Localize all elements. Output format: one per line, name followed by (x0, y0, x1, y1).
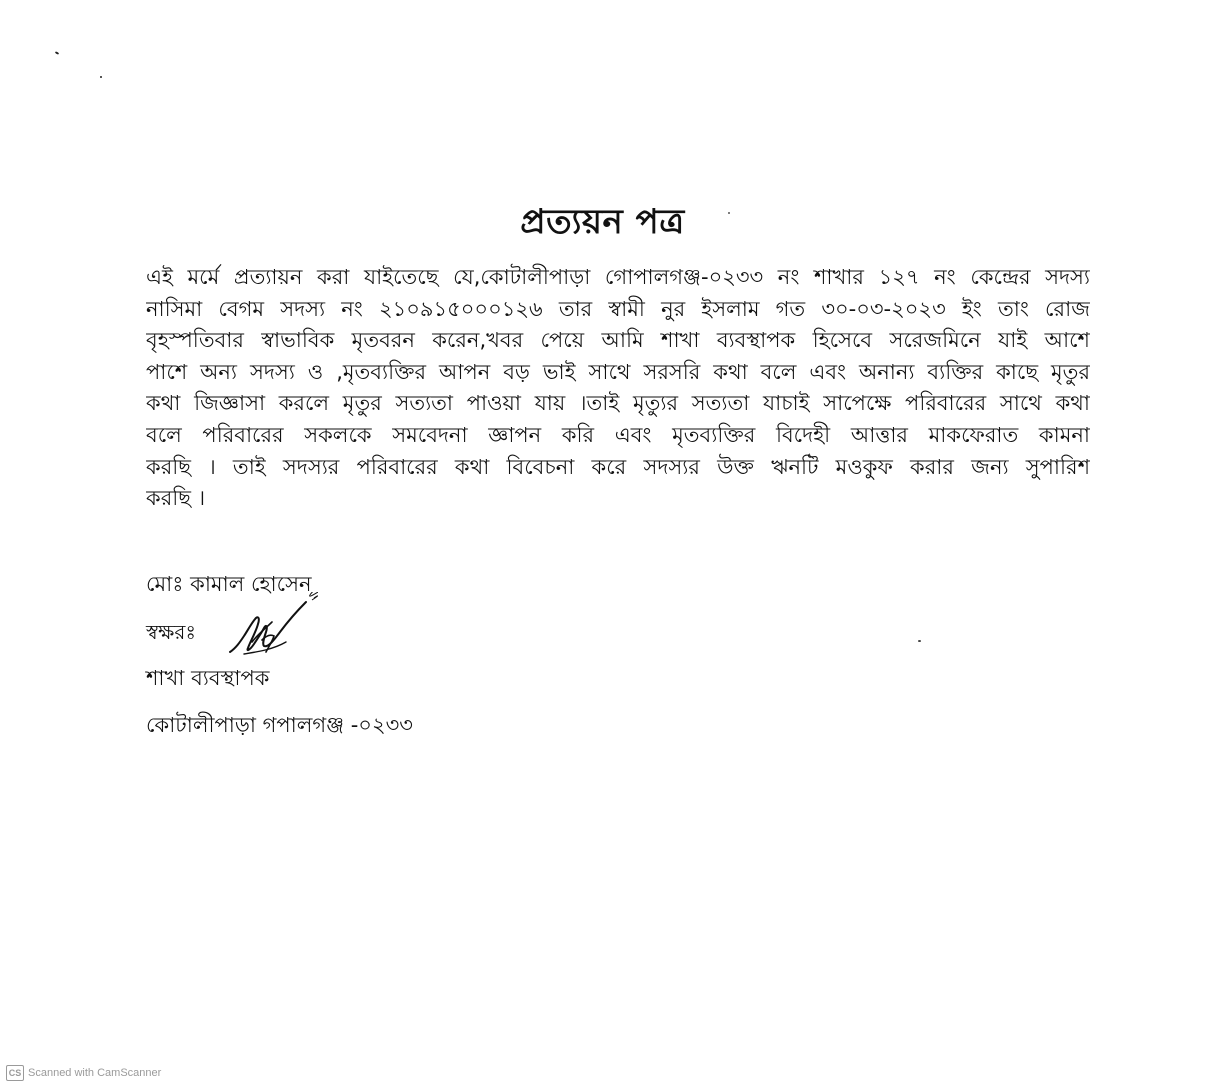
document-title: প্রত্যয়ন পত্র (520, 202, 685, 242)
body-line: বৃহস্পতিবার স্বাভাবিক মৃতবরন করেন,খবর পেয়ে আমি শাখা ব্যবস্থাপক হিসেবে সরেজমিনে যাই আশে (146, 328, 1090, 353)
body-line: কথা জিজ্ঞাসা করলে মৃতুর সত্যতা পাওয়া যায় ।তাই মৃত্যুর সত্যতা যাচাই সাপেক্ষে পরিবারের সাথে কথা (146, 391, 1090, 416)
body-line: নাসিমা বেগম সদস্য নং ২১০৯১৫০০০১২৬ তার স্বামী নুর ইসলাম গত ৩০-০৩-২০২৩ ইং তাং রোজ (146, 296, 1090, 321)
watermark-text: Scanned with CamScanner (28, 1067, 162, 1079)
camscanner-logo-icon: CS (6, 1065, 24, 1081)
body-line: করছি । তাই সদস্যর পরিবারের কথা বিবেচনা করে সদস্যর উক্ত ঋনটি মওকুফ করার জন্য সুপারিশ (146, 454, 1090, 479)
scan-speck (55, 51, 59, 55)
body-line: করছি । (146, 486, 206, 511)
body-line: এই মর্মে প্রত্যায়ন করা যাইতেছে যে,কোটালীপাড়া গোপালগঞ্জ-০২৩৩ নং শাখার ১২৭ নং কেন্দ্রের সদস্য (146, 265, 1090, 289)
body-line: পাশে অন্য সদস্য ও ,মৃতব্যক্তির আপন বড় ভাই সাথে সরসরি কথা বলে এবং অনান্য ব্যক্তির কাছে মৃতুর (146, 359, 1090, 384)
signatory-name: মোঃ কামাল হোসেন (146, 572, 312, 596)
handwritten-signature (222, 592, 318, 662)
scan-speck (728, 212, 730, 214)
body-line: বলে পরিবারের সকলকে সমবেদনা জ্ঞাপন করি এবং মৃতব্যক্তির বিদেহী আত্তার মাকফেরাত কামনা (146, 422, 1090, 447)
camscanner-watermark (6, 1064, 161, 1082)
signatory-branch: কোটালীপাড়া গপালগঞ্জ -০২৩৩ (146, 713, 413, 737)
signatory-designation: শাখা ব্যবস্থাপক (146, 666, 270, 690)
certificate-body (146, 262, 1090, 515)
scan-speck (100, 76, 102, 78)
signature-label: স্বক্ষরঃ (146, 620, 197, 644)
scan-speck (918, 640, 921, 642)
